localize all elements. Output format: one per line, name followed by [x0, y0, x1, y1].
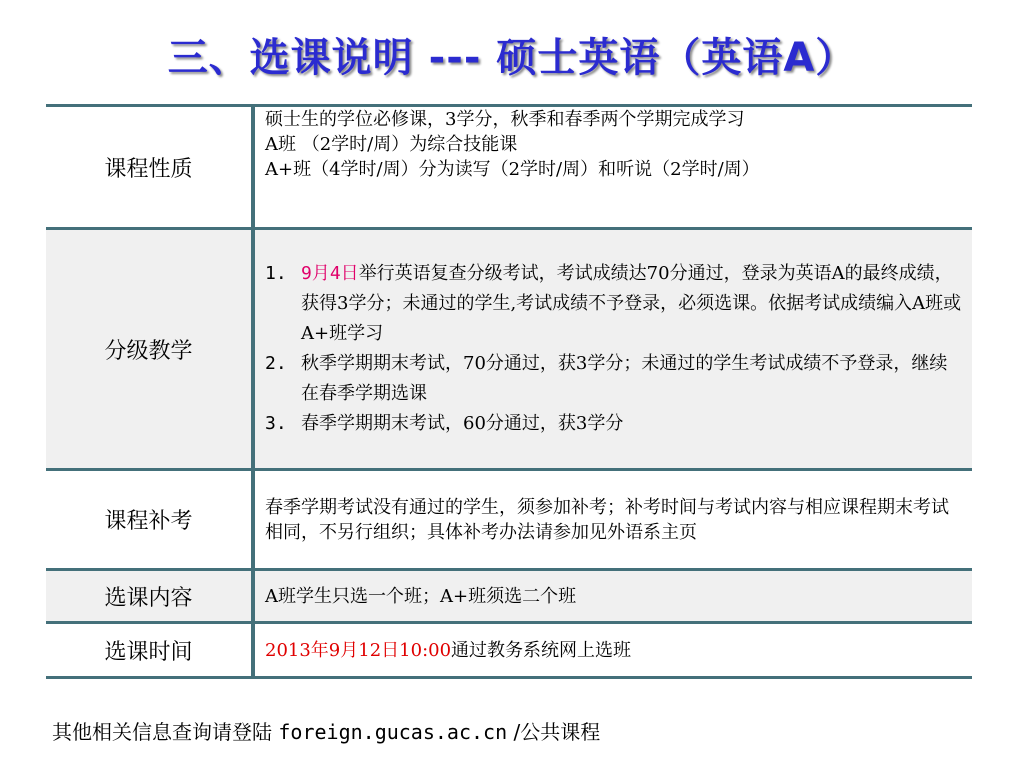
footer-url-link[interactable]: foreign.gucas.ac.cn — [278, 720, 508, 744]
table-row-graded-teaching — [46, 229, 972, 470]
row-label: 分级教学 — [46, 229, 253, 470]
list-item-text: 举行英语复查分级考试，考试成绩达70分通过，登录为英语A的最终成绩，获得3学分；未通过的学生,考试成绩不予登录，必须选课。依据考试成绩编入A班或A+班学习 — [301, 263, 962, 344]
table-row-selection-content — [46, 570, 972, 623]
row-content: 春季学期考试没有通过的学生，须参加补考；补考时间与考试内容与相应课程期末考试相同，不另行组织；具体补考办法请参加见外语系主页 — [253, 470, 972, 570]
grading-list — [265, 259, 962, 439]
footer-suffix: /公共课程 — [507, 720, 601, 744]
table-row-selection-time — [46, 623, 972, 678]
course-info-table — [46, 104, 972, 679]
content-line: A+班（4学时/周）分为读写（2学时/周）和听说（2学时/周） — [265, 159, 760, 180]
row-label: 课程补考 — [46, 470, 253, 570]
list-number: 1. — [265, 263, 287, 284]
row-label: 选课内容 — [46, 570, 253, 623]
list-number: 3. — [265, 413, 287, 434]
row-content — [253, 623, 972, 678]
list-item-text: 秋季学期期末考试，70分通过，获3学分；未通过的学生考试成绩不予登录，继续在春季学期选课 — [301, 353, 948, 404]
list-item — [265, 259, 962, 349]
row-label: 选课时间 — [46, 623, 253, 678]
list-number: 2. — [265, 353, 287, 374]
selection-method-text: 通过教务系统网上选班 — [451, 639, 632, 661]
row-content: A班学生只选一个班；A+班须选二个班 — [253, 570, 972, 623]
list-item — [265, 349, 962, 409]
list-item-text: 春季学期期末考试，60分通过，获3学分 — [301, 413, 624, 434]
row-label: 课程性质 — [46, 106, 253, 229]
content-line: 硕士生的学位必修课，3学分，秋季和春季两个学期完成学习 — [265, 109, 745, 130]
list-item — [265, 409, 962, 439]
slide-title: 三、选课说明 --- 硕士英语（英语A） — [167, 35, 857, 81]
row-content — [253, 106, 972, 229]
table-row-makeup-exam — [46, 470, 972, 570]
footer-prefix: 其他相关信息查询请登陆 — [52, 720, 279, 744]
footer-note — [52, 716, 600, 745]
content-line: A班 （2学时/周）为综合技能课 — [265, 134, 518, 155]
row-content — [253, 229, 972, 470]
table-row-course-nature — [46, 106, 972, 229]
exam-date-highlight: 9月4日 — [301, 263, 359, 284]
selection-time-highlight: 2013年9月12日10:00 — [265, 639, 452, 661]
